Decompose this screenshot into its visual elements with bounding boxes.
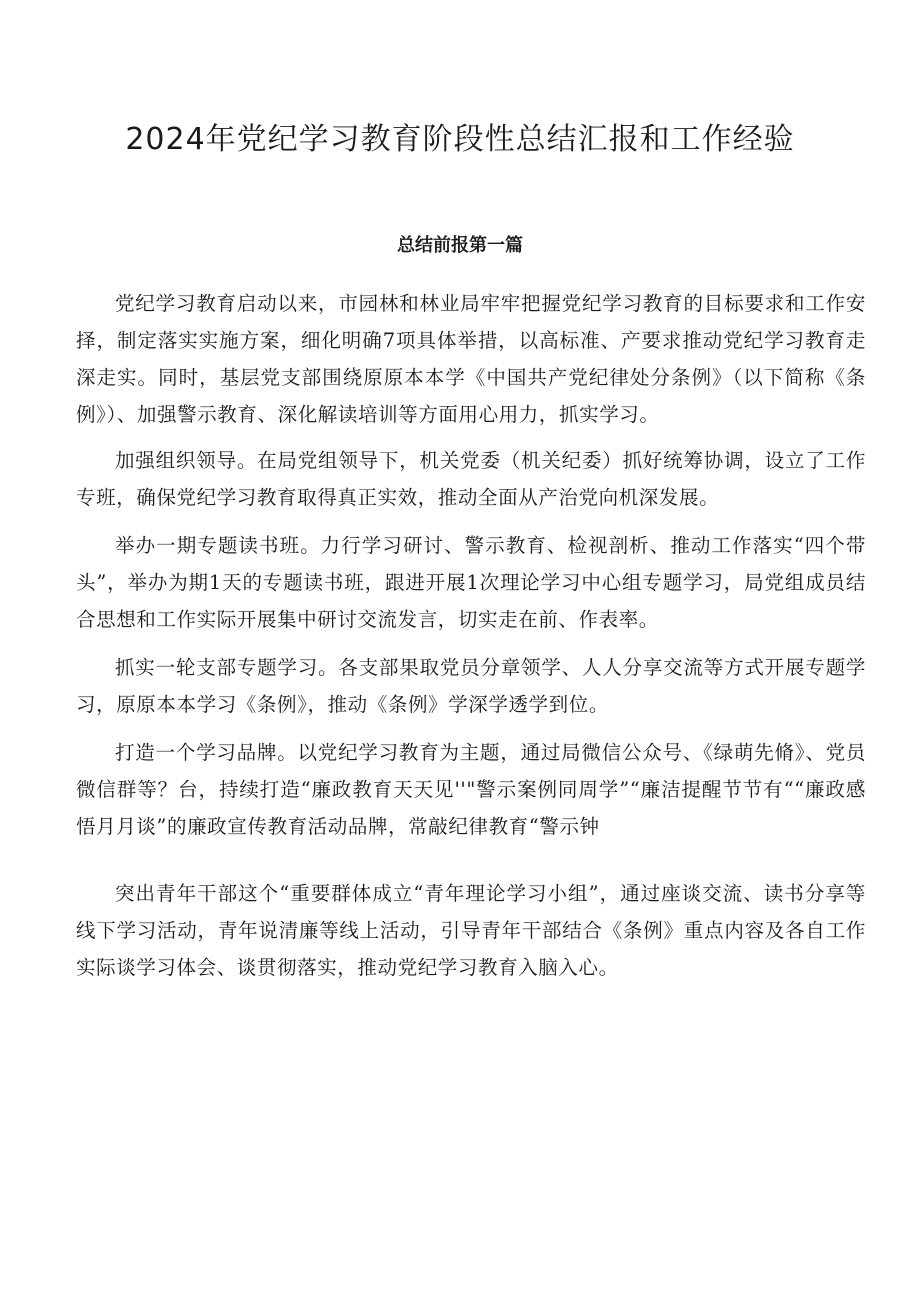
- paragraph-intro: 党纪学习教育启动以来，市园林和林业局牢牢把握党纪学习教育的目标要求和工作安择，制定落实实施方案，细化明确7项具体举措，以高标准、产要求推动党纪学习教育走深走实。同时，基层党支部围绕原原本本学《中国共产党纪律处分条例》（以下简称《条例》）、加强警示教育、深化解读培训等方面用心用力，抓实学习。: [76, 292, 866, 426]
- paragraph-young-cadres: 突出青年干部这个“重要群体成立“青年理论学习小组”，通过座谈交流、读书分享等线下学习活动，青年说清廉等线上活动，引导青年干部结合《条例》重点内容及各自工作实际谈学习体会、谈贯彻落实，推动党纪学习教育入脑入心。: [76, 882, 866, 979]
- paragraph-branch-study: 抓实一轮支部专题学习。各支部果取党员分章领学、人人分享交流等方式开展专题学习，原原本本学习《条例》，推动《条例》学深学透学到位。: [76, 656, 866, 716]
- paragraph-reading-class: 举办一期专题读书班。力行学习研讨、警示教育、检视剖析、推动工作落实“四个带头”，举办为期1天的专题读书班，跟进开展1次理论学习中心组专题学习，局党组成员结合思想和工作实际开展集中研讨交流发言，切实走在前、作表率。: [76, 534, 866, 631]
- paragraph-learning-brand: 打造一个学习品牌。以党纪学习教育为主题，通过局微信公众号、《绿萌先脩》、党员微信群等？台，持续打造“廉政教育天天见''"警示案例同周学”“廉洁提醒节节有““廉政感悟月月谈”的廉政宣传教育活动品牌，常敲纪律教育“警示钟: [76, 741, 866, 838]
- document-subtitle: 总结前报第一篇: [397, 235, 523, 256]
- document-title: 2024年党纪学习教育阶段性总结汇报和工作经验: [125, 122, 795, 157]
- document-body: [76, 285, 866, 997]
- paragraph-organization-leadership: 加强组织领导。在局党组领导下，机关党委（机关纪委）抓好统筹协调，设立了工作专班，确保党纪学习教育取得真正实效，推动全面从产治党向机深发展。: [76, 449, 866, 509]
